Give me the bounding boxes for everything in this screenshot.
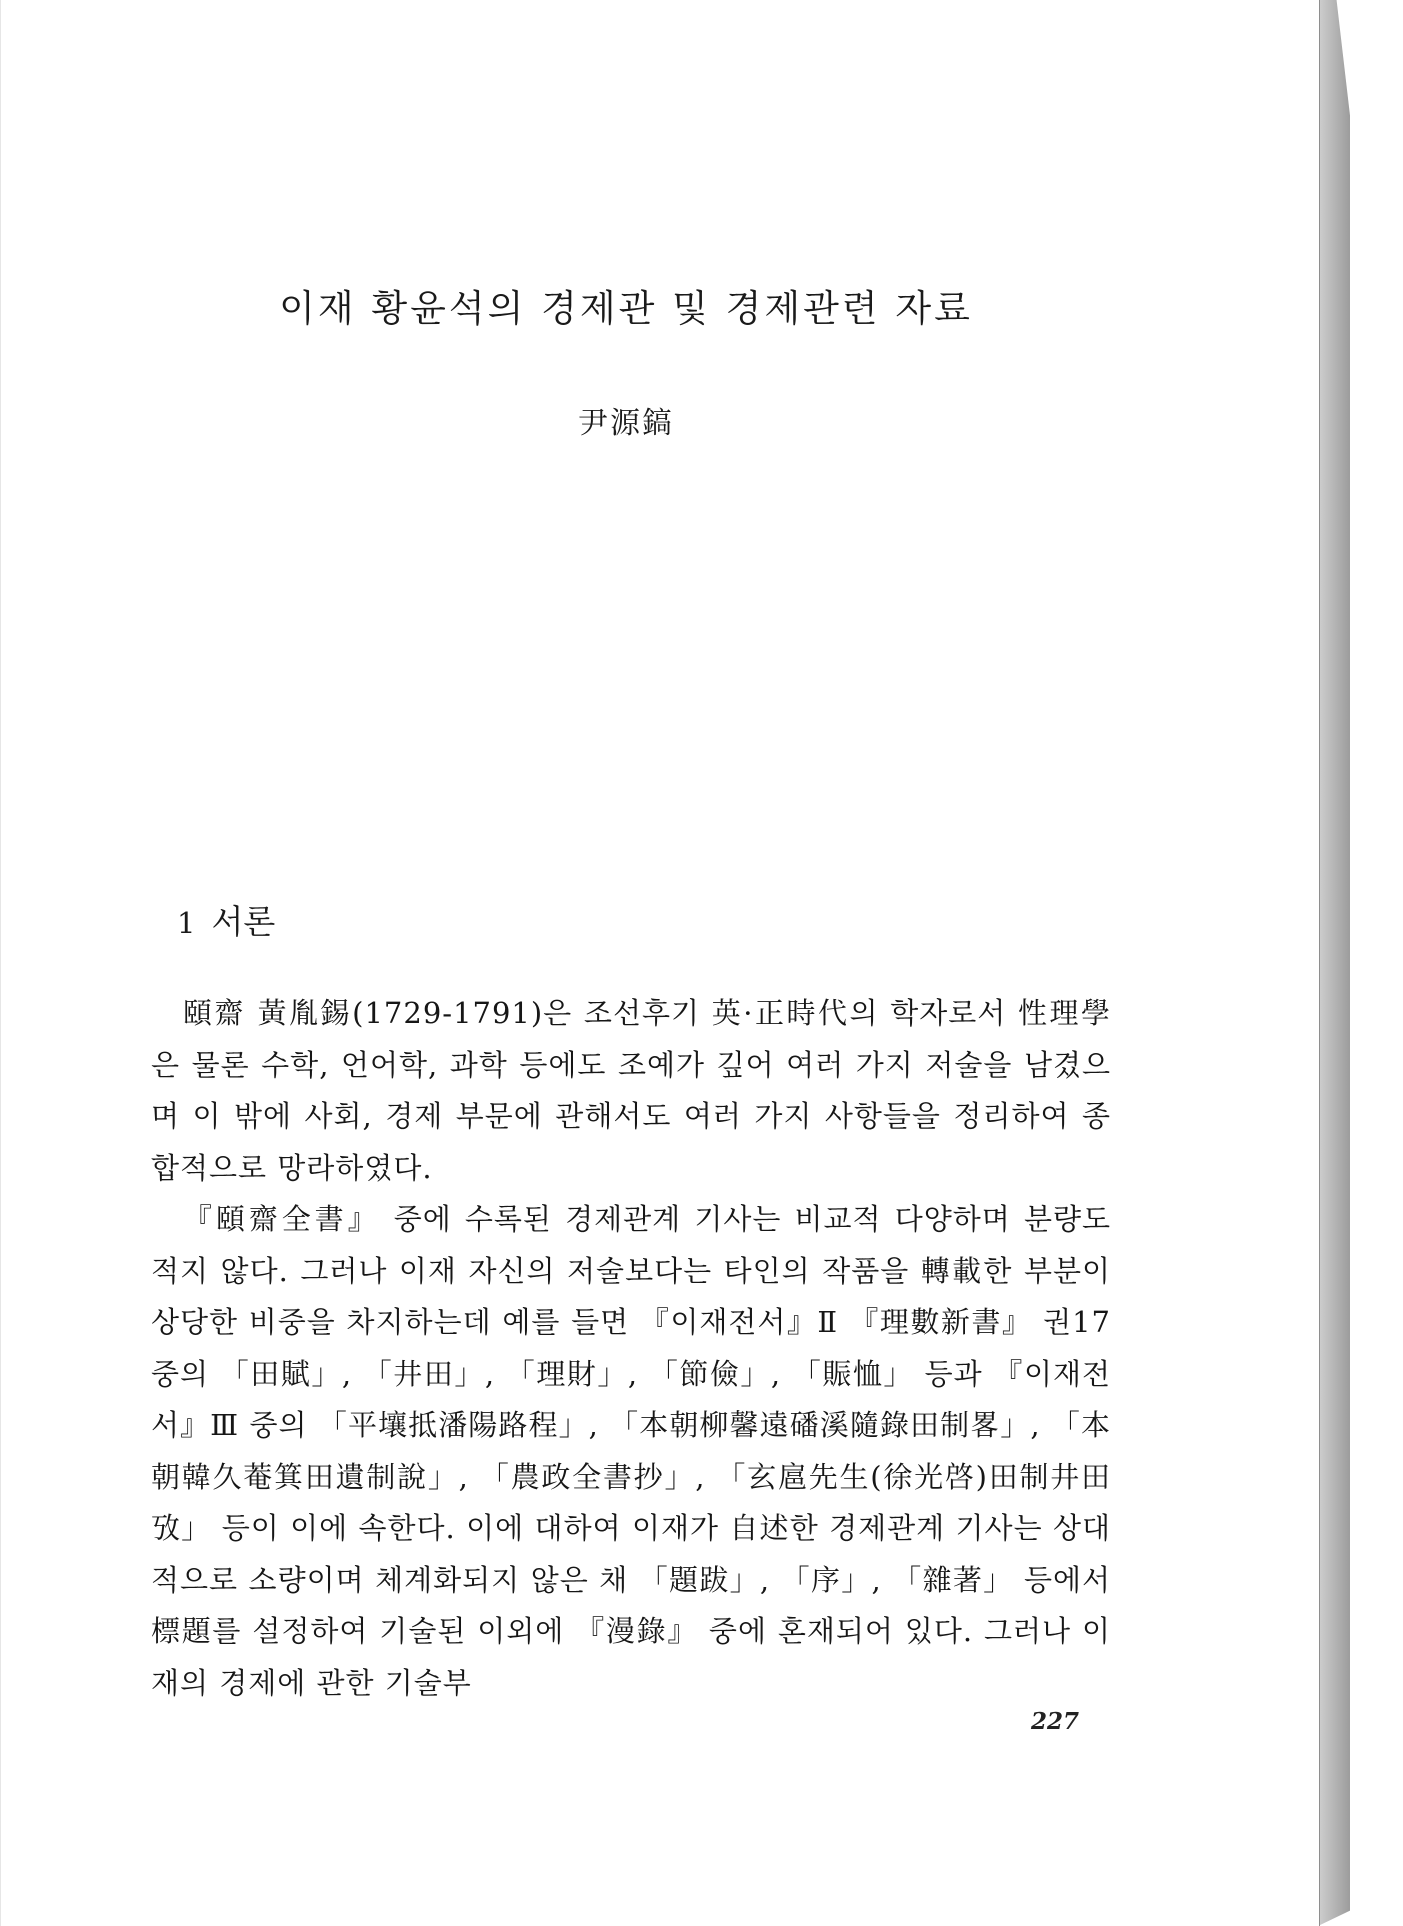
page-number: 227 bbox=[1031, 1708, 1080, 1735]
paragraph-1: 頤齋 黃胤錫(1729-1791)은 조선후기 英·正時代의 학자로서 性理學은 물론 수학, 언어학, 과학 등에도 조예가 깊어 여러 가지 저술을 남겼으며 이 밖에 사회, 경제 부문에 관해서도 여러 가지 사항들을 정리하여 종합적으로 망라하였다. bbox=[151, 996, 1111, 1185]
paragraph-2: 『頤齋全書』 중에 수록된 경제관계 기사는 비교적 다양하며 분량도 적지 않다. 그러나 이재 자신의 저술보다는 타인의 작품을 轉載한 부분이 상당한 비중을 차지하는데 예를 들면 『이재전서』Ⅱ 『理數新書』 권17 중의 「田賦」, 「井田」, 「理財」, 「節儉」, 「賑恤」 등과 『이재전서』Ⅲ 중의 「平壤抵潘陽路程」, 「本朝柳馨遠磻溪隨錄田制畧」, 「本朝韓久菴箕田遺制說」, 「農政全書抄」, 「玄扈先生(徐光啓)田制井田攷」 등이 이에 속한다. 이에 대하여 이재가 自述한 경제관계 기사는 상대적으로 소량이며 체계화되지 않은 채 「題跋」, 「序」, 「雜著」 등에서 標題를 설정하여 기술된 이외에 『漫錄』 중에 혼재되어 있다. 그러나 이재의 경제에 관한 기술부 bbox=[151, 1202, 1111, 1700]
author-name: 尹源鎬 bbox=[578, 406, 674, 441]
section-number: 1 bbox=[177, 906, 196, 940]
section-heading bbox=[177, 896, 275, 943]
body-text bbox=[151, 988, 1111, 1709]
section-title: 서론 bbox=[211, 902, 276, 941]
page-title: 이재 황윤석의 경제관 및 경제관련 자료 bbox=[279, 287, 973, 330]
page-edge-shadow bbox=[1318, 0, 1350, 1926]
